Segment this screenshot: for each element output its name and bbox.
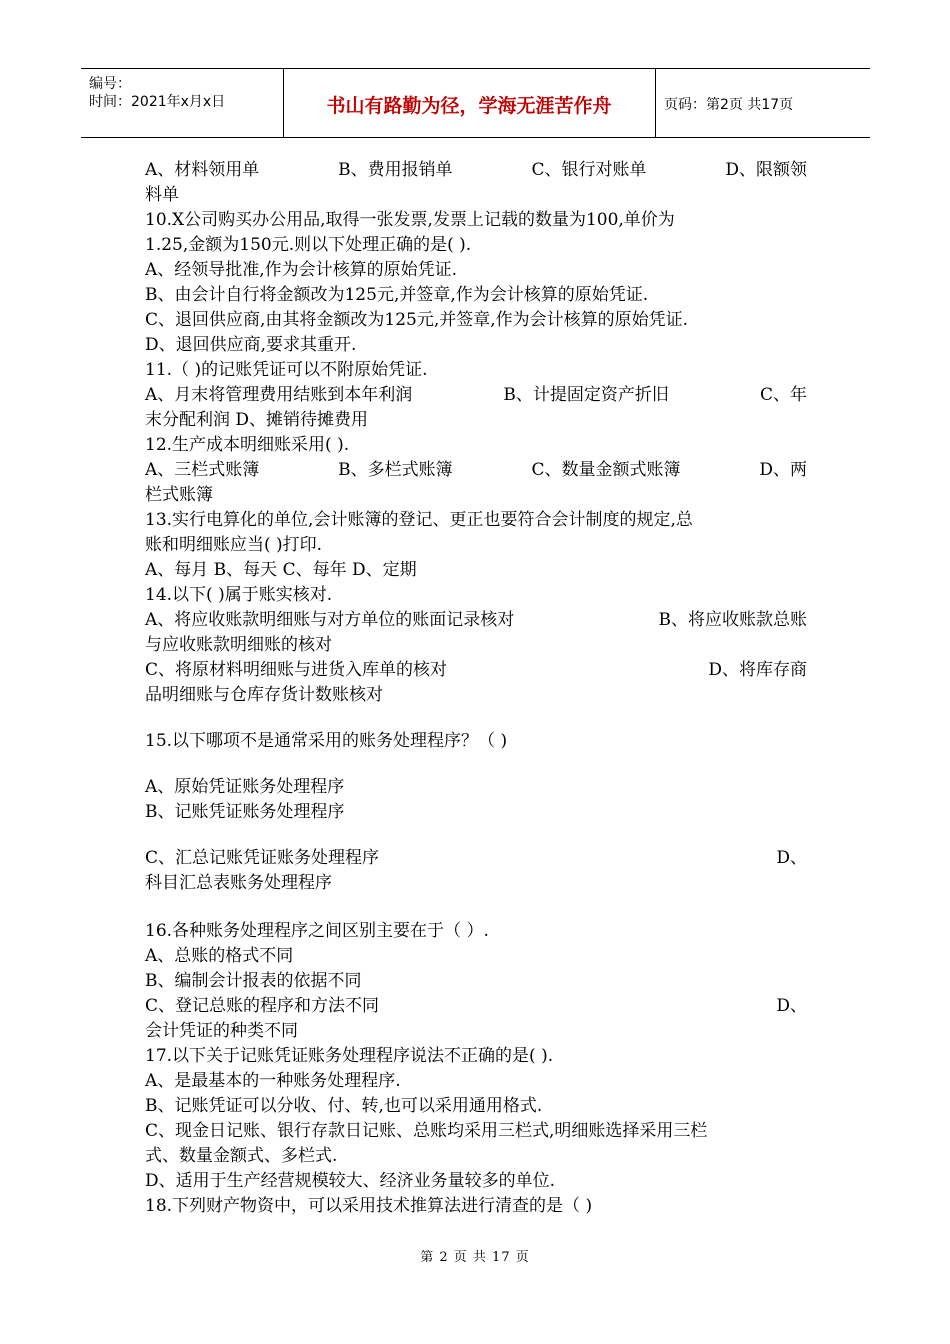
- option-d: D、: [776, 848, 807, 868]
- page-footer: 第 2 页 共 17 页: [420, 1250, 530, 1265]
- question-14-options-ab: [145, 608, 807, 633]
- option-a: A、是最基本的一种账务处理程序.: [145, 1071, 401, 1091]
- header-date-label: 时间：2021年x月x日: [89, 94, 226, 110]
- question-17-stem: 17.以下关于记账凭证账务处理程序说法不正确的是( ).: [145, 1046, 554, 1066]
- spacer: [145, 825, 807, 846]
- question-16-options-cd: [145, 994, 807, 1019]
- question-16-stem: 16.各种账务处理程序之间区别主要在于（ ）.: [145, 921, 489, 941]
- spacer: [145, 754, 807, 775]
- option-a: A、原始凭证账务处理程序: [145, 777, 345, 797]
- question-12-options: [145, 458, 807, 483]
- option-c: C、将原材料明细账与进货入库单的核对: [145, 660, 448, 680]
- spacer: [145, 708, 807, 729]
- option-a: A、三栏式账簿: [145, 460, 260, 480]
- option-continuation: 科目汇总表账务处理程序: [145, 873, 332, 893]
- question-14-options-cd: [145, 658, 807, 683]
- option-continuation: 栏式账簿: [145, 485, 213, 505]
- option-d: D、退回供应商,要求其重开.: [145, 335, 357, 355]
- option-continuation: 与应收账款明细账的核对: [145, 635, 332, 655]
- option-b: B、记账凭证可以分收、付、转,也可以采用通用格式.: [145, 1096, 543, 1116]
- option-b: B、由会计自行将金额改为125元,并签章,作为会计核算的原始凭证.: [145, 285, 649, 305]
- option-continuation: 料单: [145, 185, 179, 205]
- spacer: [145, 896, 807, 919]
- option-c: C、银行对账单: [531, 160, 647, 180]
- option-a: A、总账的格式不同: [145, 946, 294, 966]
- page-header: [81, 68, 870, 138]
- option-d: D、限额领: [725, 160, 807, 180]
- question-13-stem-cont: 账和明细账应当( )打印.: [145, 535, 323, 555]
- question-15-stem: 15.以下哪项不是通常采用的账务处理程序？（ ): [145, 731, 508, 751]
- option-d: D、: [776, 996, 807, 1016]
- option-b: B、记账凭证账务处理程序: [145, 802, 345, 822]
- option-b: B、计提固定资产折旧: [503, 385, 669, 405]
- option-b: B、将应收账款总账: [658, 610, 807, 630]
- option-b: B、编制会计报表的依据不同: [145, 971, 362, 991]
- question-14-stem: 14.以下( )属于账实核对.: [145, 585, 333, 605]
- option-continuation: 品明细账与仓库存货计数账核对: [145, 685, 383, 705]
- question-10-stem-cont: 1.25,金额为150元.则以下处理正确的是( ).: [145, 235, 472, 255]
- question-13-options: A、每月 B、每天 C、每年 D、定期: [145, 560, 417, 580]
- option-c: C、退回供应商,由其将金额改为125元,并签章,作为会计核算的原始凭证.: [145, 310, 689, 330]
- question-15-options-cd: [145, 846, 807, 871]
- question-13-stem: 13.实行电算化的单位,会计账簿的登记、更正也要符合会计制度的规定,总: [145, 510, 693, 530]
- header-divider: [655, 69, 656, 137]
- option-c: C、年: [759, 385, 807, 405]
- question-10-stem: 10.X公司购买办公用品,取得一张发票,发票上记载的数量为100,单价为: [145, 210, 675, 230]
- option-continuation: 会计凭证的种类不同: [145, 1021, 298, 1041]
- option-a: A、月末将管理费用结账到本年利润: [145, 385, 413, 405]
- document-body: [145, 158, 807, 1219]
- question-9-options: [145, 158, 807, 183]
- question-18-stem: 18.下列财产物资中，可以采用技术推算法进行清查的是（ ): [145, 1196, 593, 1216]
- option-c: C、数量金额式账簿: [531, 460, 681, 480]
- option-continuation: 末分配利润 D、摊销待摊费用: [145, 410, 369, 430]
- header-motto: 书山有路勤为径，学海无涯苦作舟: [326, 95, 612, 117]
- header-page-info: 页码：第2页 共17页: [664, 97, 794, 113]
- option-c: C、现金日记账、银行存款日记账、总账均采用三栏式,明细账选择采用三栏: [145, 1121, 708, 1141]
- question-11-options: [145, 383, 807, 408]
- option-a: A、将应收账款明细账与对方单位的账面记录核对: [145, 610, 515, 630]
- option-d: D、将库存商: [708, 660, 807, 680]
- option-d: D、适用于生产经营规模较大、经济业务量较多的单位.: [145, 1171, 556, 1191]
- option-c: C、登记总账的程序和方法不同: [145, 996, 380, 1016]
- header-number-label: 编号：: [89, 76, 131, 92]
- option-b: B、多栏式账簿: [338, 460, 453, 480]
- option-a: A、材料领用单: [145, 160, 260, 180]
- option-c: C、汇总记账凭证账务处理程序: [145, 848, 380, 868]
- option-c-cont: 式、数量金额式、多栏式.: [145, 1146, 338, 1166]
- option-a: A、经领导批准,作为会计核算的原始凭证.: [145, 260, 458, 280]
- option-d: D、两: [759, 460, 807, 480]
- question-12-stem: 12.生产成本明细账采用( ).: [145, 435, 350, 455]
- option-b: B、费用报销单: [338, 160, 453, 180]
- question-11-stem: 11.（ )的记账凭证可以不附原始凭证.: [145, 360, 428, 380]
